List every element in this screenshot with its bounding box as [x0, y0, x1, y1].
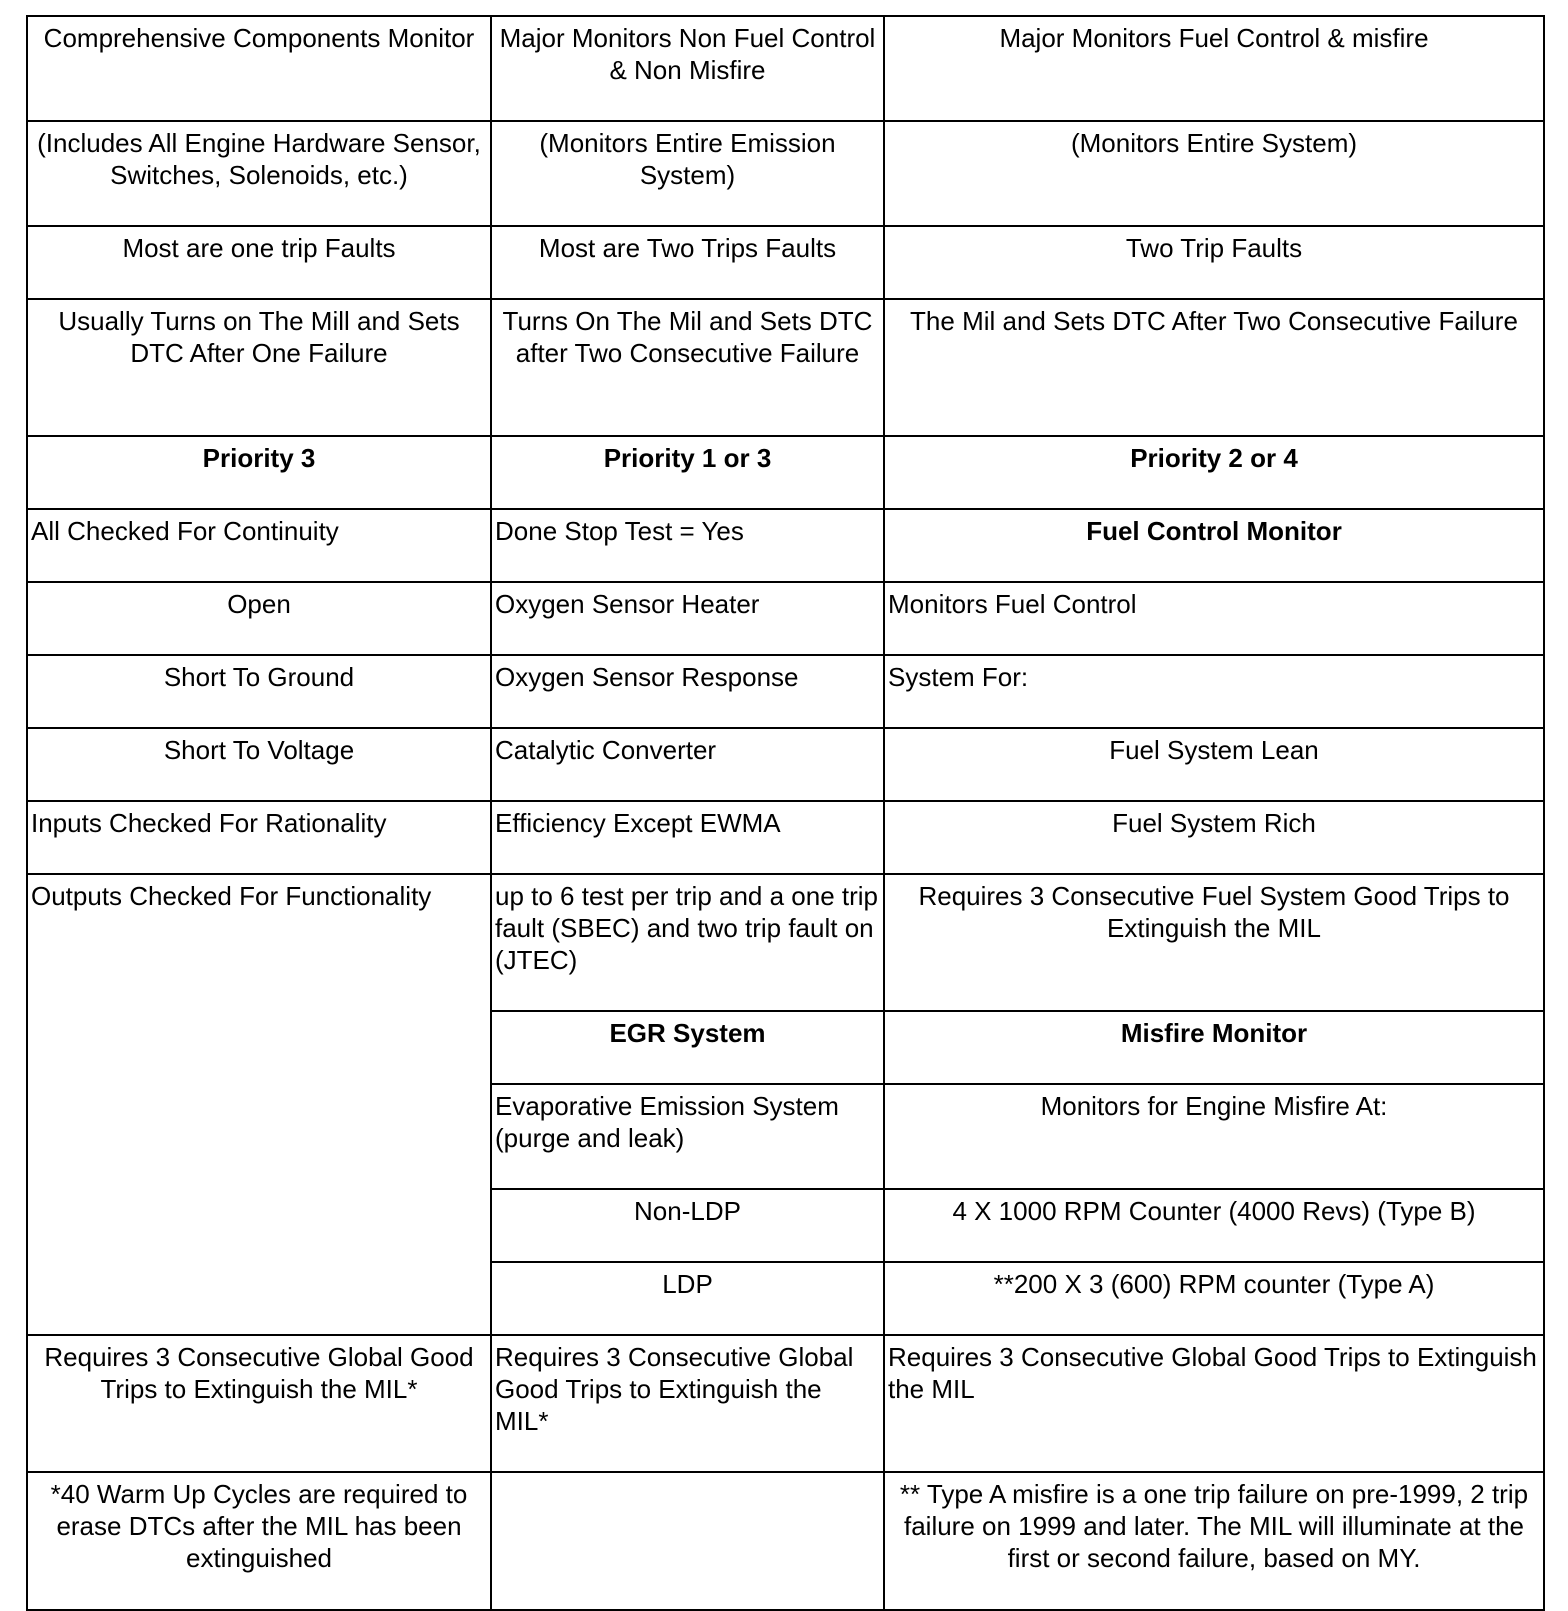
table-cell: up to 6 test per trip and a one trip fault (SBEC) and two trip fault on (JTEC): [491, 874, 884, 1011]
table-cell: Requires 3 Consecutive Global Good Trips to Extinguish the MIL*: [491, 1335, 884, 1472]
table-cell: Outputs Checked For Functionality: [27, 874, 491, 1335]
priority-fuel: Priority 2 or 4: [884, 436, 1544, 509]
mil-comprehensive: Usually Turns on The Mill and Sets DTC After One Failure: [27, 299, 491, 436]
table-cell: Monitors for Engine Misfire At:: [884, 1084, 1544, 1189]
priority-comprehensive: Priority 3: [27, 436, 491, 509]
header-comprehensive-components: Comprehensive Components Monitor: [27, 16, 491, 121]
table-row: [27, 436, 1544, 509]
table-cell: Done Stop Test = Yes: [491, 509, 884, 582]
table-cell: LDP: [491, 1262, 884, 1335]
table-cell: Inputs Checked For Rationality: [27, 801, 491, 874]
table-row: [27, 121, 1544, 226]
table-cell: Requires 3 Consecutive Global Good Trips to Extinguish the MIL: [884, 1335, 1544, 1472]
scope-non-fuel: (Monitors Entire Emission System): [491, 121, 884, 226]
table-cell: Non-LDP: [491, 1189, 884, 1262]
table-cell: ** Type A misfire is a one trip failure on pre-1999, 2 trip failure on 1999 and later. The MIL will illuminate at the first or second failure, based on MY.: [884, 1472, 1544, 1610]
table-row: [27, 509, 1544, 582]
table-cell: All Checked For Continuity: [27, 509, 491, 582]
scope-comprehensive: (Includes All Engine Hardware Sensor, Switches, Solenoids, etc.): [27, 121, 491, 226]
mil-non-fuel: Turns On The Mil and Sets DTC after Two Consecutive Failure: [491, 299, 884, 436]
table-row: [27, 226, 1544, 299]
trips-comprehensive: Most are one trip Faults: [27, 226, 491, 299]
table-row: [27, 655, 1544, 728]
trips-non-fuel: Most are Two Trips Faults: [491, 226, 884, 299]
table-cell: Fuel System Lean: [884, 728, 1544, 801]
table-row: [27, 874, 1544, 1011]
table-cell: Requires 3 Consecutive Fuel System Good Trips to Extinguish the MIL: [884, 874, 1544, 1011]
table-cell: System For:: [884, 655, 1544, 728]
table-cell: Efficiency Except EWMA: [491, 801, 884, 874]
table-cell: 4 X 1000 RPM Counter (4000 Revs) (Type B): [884, 1189, 1544, 1262]
table-cell: [491, 1472, 884, 1610]
table-row: [27, 299, 1544, 436]
table-cell: Fuel Control Monitor: [884, 509, 1544, 582]
table-cell: Short To Ground: [27, 655, 491, 728]
table-cell: Oxygen Sensor Heater: [491, 582, 884, 655]
trips-fuel: Two Trip Faults: [884, 226, 1544, 299]
table-cell: Open: [27, 582, 491, 655]
table-cell: *40 Warm Up Cycles are required to erase DTCs after the MIL has been extinguished: [27, 1472, 491, 1610]
priority-non-fuel: Priority 1 or 3: [491, 436, 884, 509]
table-row: [27, 728, 1544, 801]
table-cell: Monitors Fuel Control: [884, 582, 1544, 655]
monitor-comparison-table: [26, 15, 1545, 1611]
scope-fuel: (Monitors Entire System): [884, 121, 1544, 226]
table-row: [27, 582, 1544, 655]
header-row: [27, 16, 1544, 121]
header-fuel-control-misfire: Major Monitors Fuel Control & misfire: [884, 16, 1544, 121]
table-cell: EGR System: [491, 1011, 884, 1084]
table-cell: Oxygen Sensor Response: [491, 655, 884, 728]
mil-fuel: The Mil and Sets DTC After Two Consecutive Failure: [884, 299, 1544, 436]
table-cell: Fuel System Rich: [884, 801, 1544, 874]
table-cell: Catalytic Converter: [491, 728, 884, 801]
table-row: [27, 1335, 1544, 1472]
table-cell: **200 X 3 (600) RPM counter (Type A): [884, 1262, 1544, 1335]
table-row: [27, 801, 1544, 874]
table-cell: Evaporative Emission System (purge and leak): [491, 1084, 884, 1189]
table-cell: Short To Voltage: [27, 728, 491, 801]
table-cell: Requires 3 Consecutive Global Good Trips to Extinguish the MIL*: [27, 1335, 491, 1472]
table-row: [27, 1472, 1544, 1610]
header-non-fuel-control: Major Monitors Non Fuel Control & Non Misfire: [491, 16, 884, 121]
table-cell: Misfire Monitor: [884, 1011, 1544, 1084]
